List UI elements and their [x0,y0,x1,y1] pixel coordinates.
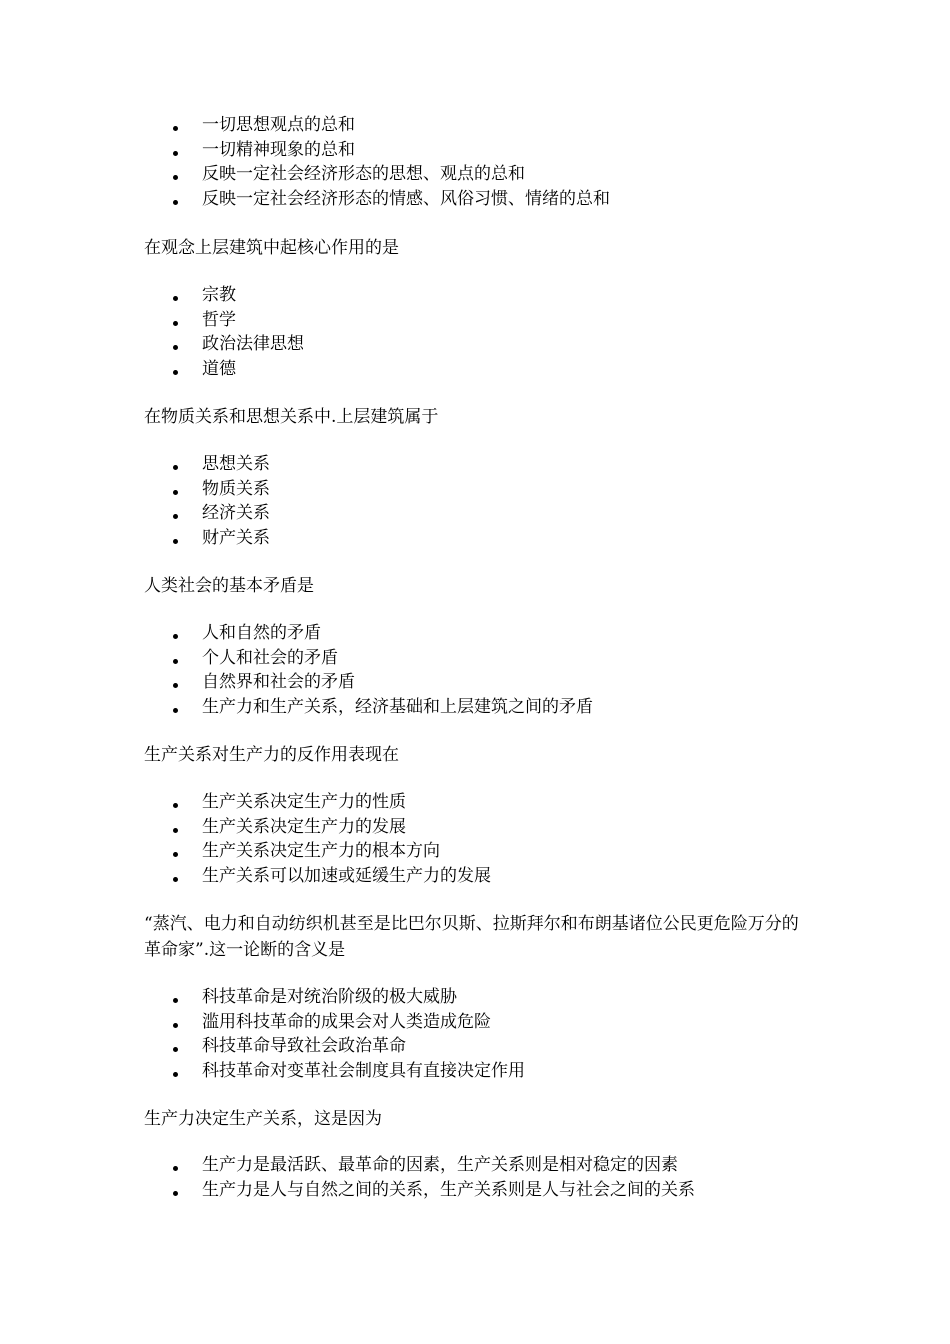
option-text: 人和自然的矛盾 [202,623,321,643]
option-item [0,985,525,1010]
option-item [0,1153,695,1178]
bullet-icon [173,175,178,180]
option-item [0,357,304,382]
option-list-2 [0,283,304,381]
option-item [0,162,610,187]
bullet-icon [173,126,178,131]
option-item [0,839,491,864]
option-item [0,113,610,138]
option-text: 生产关系决定生产力的根本方向 [202,841,440,862]
bullet-icon [173,659,178,664]
bullet-icon [173,539,178,544]
question-text: 在物质关系和思想关系中.上层建筑属于 [144,407,439,427]
option-text: 生产力是最活跃、最革命的因素，生产关系则是相对稳定的因素 [202,1155,678,1175]
option-text: 科技革命是对统治阶级的极大威胁 [202,987,457,1007]
bullet-icon [173,465,178,470]
bullet-icon [173,998,178,1003]
option-text: 哲学 [202,309,236,330]
option-text: 政治法律思想 [202,334,304,355]
option-text: 个人和社会的矛盾 [202,647,338,668]
option-item [0,138,610,163]
option-item [0,1034,525,1059]
option-text: 反映一定社会经济形态的情感、风俗习惯、情绪的总和 [202,188,610,209]
option-list-6 [0,985,525,1083]
option-text: 财产关系 [202,527,270,548]
option-text: 反映一定社会经济形态的思想、观点的总和 [202,164,525,185]
bullet-icon [173,634,178,639]
option-item [0,501,270,526]
bullet-icon [173,852,178,857]
bullet-icon [173,345,178,350]
option-item [0,452,270,477]
option-list-7 [0,1153,695,1202]
option-text: 一切精神现象的总和 [202,139,355,160]
bullet-icon [173,1047,178,1052]
option-item [0,1010,525,1035]
question-text: 生产关系对生产力的反作用表现在 [144,745,399,765]
option-text: 生产关系决定生产力的性质 [202,792,406,812]
option-text: 物质关系 [202,478,270,499]
question-text: 生产力决定生产关系，这是因为 [144,1109,382,1129]
option-text: 一切思想观点的总和 [202,115,355,135]
option-text: 思想关系 [202,454,270,474]
option-text: 滥用科技革命的成果会对人类造成危险 [202,1011,491,1032]
option-item [0,864,491,889]
question-text: 人类社会的基本矛盾是 [144,576,314,596]
option-item [0,308,304,333]
bullet-icon [173,296,178,301]
option-item [0,695,593,720]
option-text: 经济关系 [202,503,270,524]
option-text: 自然界和社会的矛盾 [202,672,355,693]
bullet-icon [173,1023,178,1028]
option-item [0,646,593,671]
option-text: 道德 [202,358,236,379]
option-text: 宗教 [202,285,236,305]
option-text: 生产力和生产关系，经济基础和上层建筑之间的矛盾 [202,696,593,717]
bullet-icon [173,1072,178,1077]
option-item [0,815,491,840]
bullet-icon [173,370,178,375]
option-item [0,670,593,695]
bullet-icon [173,490,178,495]
option-item [0,1178,695,1203]
option-text: 科技革命导致社会政治革命 [202,1036,406,1057]
option-item [0,1059,525,1084]
option-text: 生产力是人与自然之间的关系，生产关系则是人与社会之间的关系 [202,1179,695,1200]
question-text: “蒸汽、电力和自动纺织机甚至是比巴尔贝斯、拉斯拜尔和布朗基诸位公民更危险万分的革命家”.这一论断的含义是 [144,914,799,960]
bullet-icon [173,683,178,688]
bullet-icon [173,877,178,882]
question-text: 在观念上层建筑中起核心作用的是 [144,238,399,258]
option-item [0,332,304,357]
bullet-icon [173,514,178,519]
option-item [0,477,270,502]
bullet-icon [173,708,178,713]
option-list-3 [0,452,270,550]
bullet-icon [173,828,178,833]
bullet-icon [173,1166,178,1171]
option-text: 生产关系可以加速或延缓生产力的发展 [202,865,491,886]
bullet-icon [173,151,178,156]
option-item [0,187,610,212]
option-list-4 [0,621,593,719]
bullet-icon [173,1191,178,1196]
bullet-icon [173,321,178,326]
option-item [0,621,593,646]
option-list-5 [0,790,491,888]
bullet-icon [173,200,178,205]
bullet-icon [173,803,178,808]
option-item [0,283,304,308]
option-item [0,790,491,815]
option-item [0,526,270,551]
option-list-1 [0,113,610,211]
option-text: 科技革命对变革社会制度具有直接决定作用 [202,1060,525,1081]
option-text: 生产关系决定生产力的发展 [202,816,406,837]
